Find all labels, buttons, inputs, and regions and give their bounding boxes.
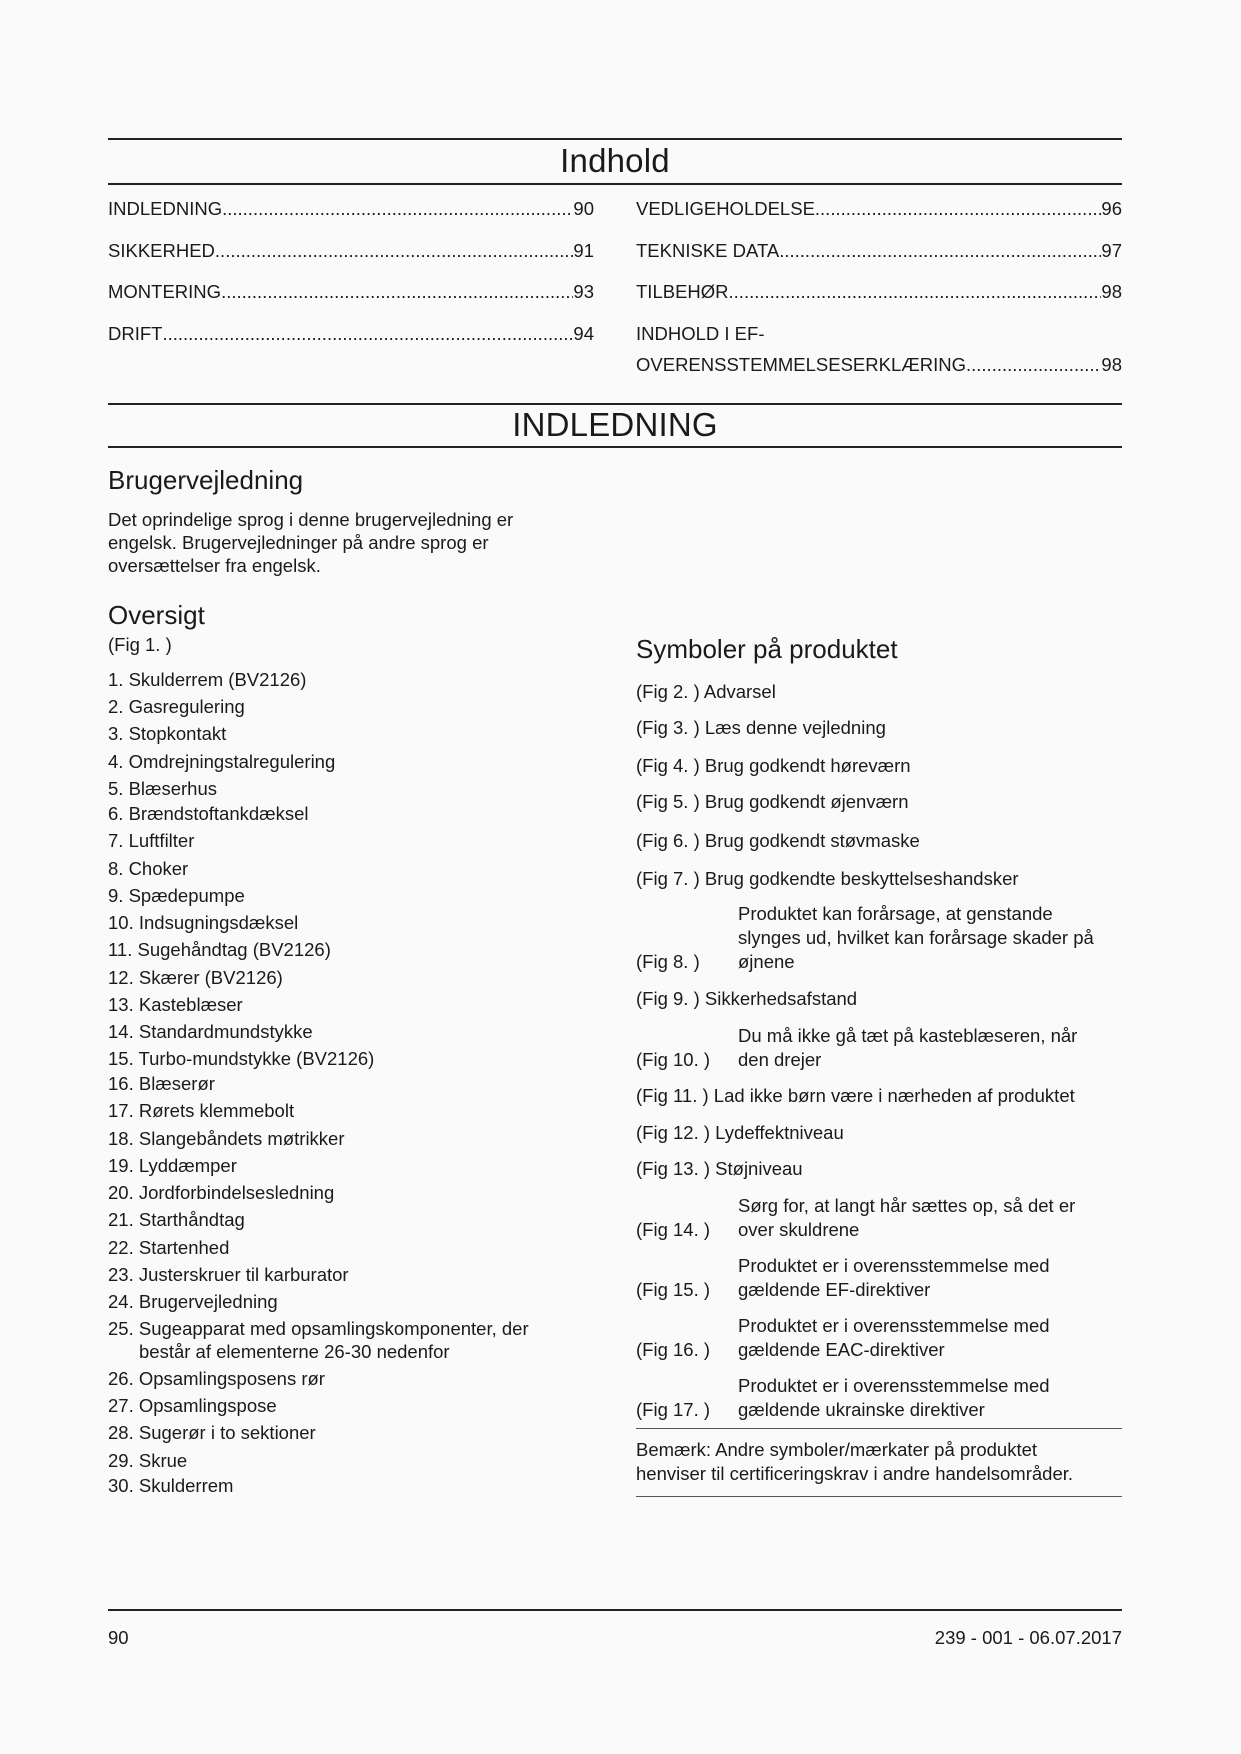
list-item: 14. Standardmundstykke [108,1021,313,1042]
manual-heading: Brugervejledning [108,465,304,495]
symbol-fig8: (Fig 8. ) Produktet kan forårsage, at genstande slynges ud, hvilket kan forårsage skader på øjnene [636,903,1094,972]
toc-entry-tekniske-data[interactable]: TEKNISKE DATA ..... 97 [636,240,1122,262]
toc-entry-drift[interactable]: DRIFT ..... 94 [108,323,594,345]
intro-top-rule [108,403,1122,405]
page-number: 90 [108,1627,129,1648]
note-top-rule [636,1428,1122,1429]
list-item: 1. Skulderrem (BV2126) [108,669,307,690]
toc-bottom-rule [108,183,1122,185]
list-item: 22. Startenhed [108,1237,230,1258]
list-item: 28. Sugerør i to sektioner [108,1422,316,1443]
toc-entry-montering[interactable]: MONTERING ..... 93 [108,281,594,303]
list-item: 17. Rørets klemmebolt [108,1100,295,1121]
symbols-heading: Symboler på produktet [636,634,898,664]
list-item: 12. Skærer (BV2126) [108,967,283,988]
list-item: 5. Blæserhus [108,778,217,799]
toc-top-rule [108,138,1122,140]
list-item: 8. Choker [108,858,189,879]
overview-heading: Oversigt [108,600,205,630]
note-box: Bemærk: Andre symboler/mærkater på produktet henviser til certificeringskrav i andre handelsområder. [636,1439,1074,1484]
symbol-fig17: (Fig 17. ) Produktet er i overensstemmelse med gældende ukrainske direktiver [636,1375,1050,1420]
list-item: 11. Sugehåndtag (BV2126) [108,939,331,960]
page [108,0,1122,1754]
symbol-fig9: (Fig 9. ) Sikkerhedsafstand [636,988,858,1009]
overview-figure-ref: (Fig 1. ) [108,634,172,655]
symbol-fig16: (Fig 16. ) Produktet er i overensstemmelse med gældende EAC-direktiver [636,1315,1050,1360]
symbol-fig15: (Fig 15. ) Produktet er i overensstemmelse med gældende EF-direktiver [636,1255,1050,1300]
list-item: 25. Sugeapparat med opsamlingskomponenter, der består af elementerne 26-30 nedenfor [108,1318,529,1362]
symbol-fig14: (Fig 14. ) Sørg for, at langt hår sættes op, så det er over skuldrene [636,1195,1076,1240]
toc-entry-ef-erklaering-line1[interactable]: INDHOLD I EF- [636,323,765,344]
symbol-fig11: (Fig 11. ) Lad ikke børn være i nærheden af produktet [636,1085,1075,1106]
symbol-fig2: (Fig 2. ) Advarsel [636,681,776,702]
symbol-fig3: (Fig 3. ) Læs denne vejledning [636,717,886,738]
intro-bottom-rule [108,446,1122,448]
list-item: 13. Kasteblæser [108,994,243,1015]
intro-title: INDLEDNING [512,406,718,443]
toc-entry-tilbehoer[interactable]: TILBEHØR ..... 98 [636,281,1122,303]
list-item: 26. Opsamlingsposens rør [108,1368,325,1389]
list-item: 6. Brændstoftankdæksel [108,803,309,824]
list-item: 23. Justerskruer til karburator [108,1264,349,1285]
list-item: 19. Lyddæmper [108,1155,237,1176]
list-item: 10. Indsugningsdæksel [108,912,299,933]
list-item: 4. Omdrejningstalregulering [108,751,336,772]
list-item: 3. Stopkontakt [108,723,227,744]
document-reference: 239 - 001 - 06.07.2017 [934,1627,1122,1648]
list-item: 30. Skulderrem [108,1475,234,1496]
list-item: 24. Brugervejledning [108,1291,278,1312]
manual-paragraph: Det oprindelige sprog i denne brugervejledning er engelsk. Brugervejledninger på andre sprog er oversættelser fra engelsk. [108,509,514,576]
list-item: 15. Turbo-mundstykke (BV2126) [108,1048,375,1069]
toc-entry-ef-erklaering-line2[interactable]: OVERENSSTEMMELSESERKLÆRING ..... 98 [636,354,1122,376]
symbol-fig12: (Fig 12. ) Lydeffektniveau [636,1122,844,1143]
list-item: 29. Skrue [108,1450,188,1471]
list-item: 7. Luftfilter [108,830,195,851]
list-item: 20. Jordforbindelsesledning [108,1182,335,1203]
list-item: 27. Opsamlingspose [108,1395,277,1416]
toc-entry-indledning[interactable]: INDLEDNING ..... 90 [108,198,594,220]
symbol-fig6: (Fig 6. ) Brug godkendt støvmaske [636,830,920,851]
symbol-fig10: (Fig 10. ) Du må ikke gå tæt på kasteblæseren, når den drejer [636,1025,1078,1070]
symbol-fig13: (Fig 13. ) Støjniveau [636,1158,803,1179]
symbol-fig7: (Fig 7. ) Brug godkendte beskyttelseshandsker [636,868,1019,889]
list-item: 9. Spædepumpe [108,885,245,906]
toc-title: Indhold [560,142,670,179]
footer-rule [108,1609,1122,1611]
note-bottom-rule [636,1496,1122,1497]
list-item: 2. Gasregulering [108,696,245,717]
toc-entry-vedligeholdelse[interactable]: VEDLIGEHOLDELSE ..... 96 [636,198,1122,220]
toc-entry-sikkerhed[interactable]: SIKKERHED ..... 91 [108,240,594,262]
list-item: 18. Slangebåndets møtrikker [108,1128,345,1149]
list-item: 16. Blæserør [108,1073,215,1094]
symbol-fig5: (Fig 5. ) Brug godkendt øjenværn [636,791,909,812]
list-item: 21. Starthåndtag [108,1209,245,1230]
note-label: Bemærk: [636,1439,712,1460]
symbol-fig4: (Fig 4. ) Brug godkendt høreværn [636,755,911,776]
